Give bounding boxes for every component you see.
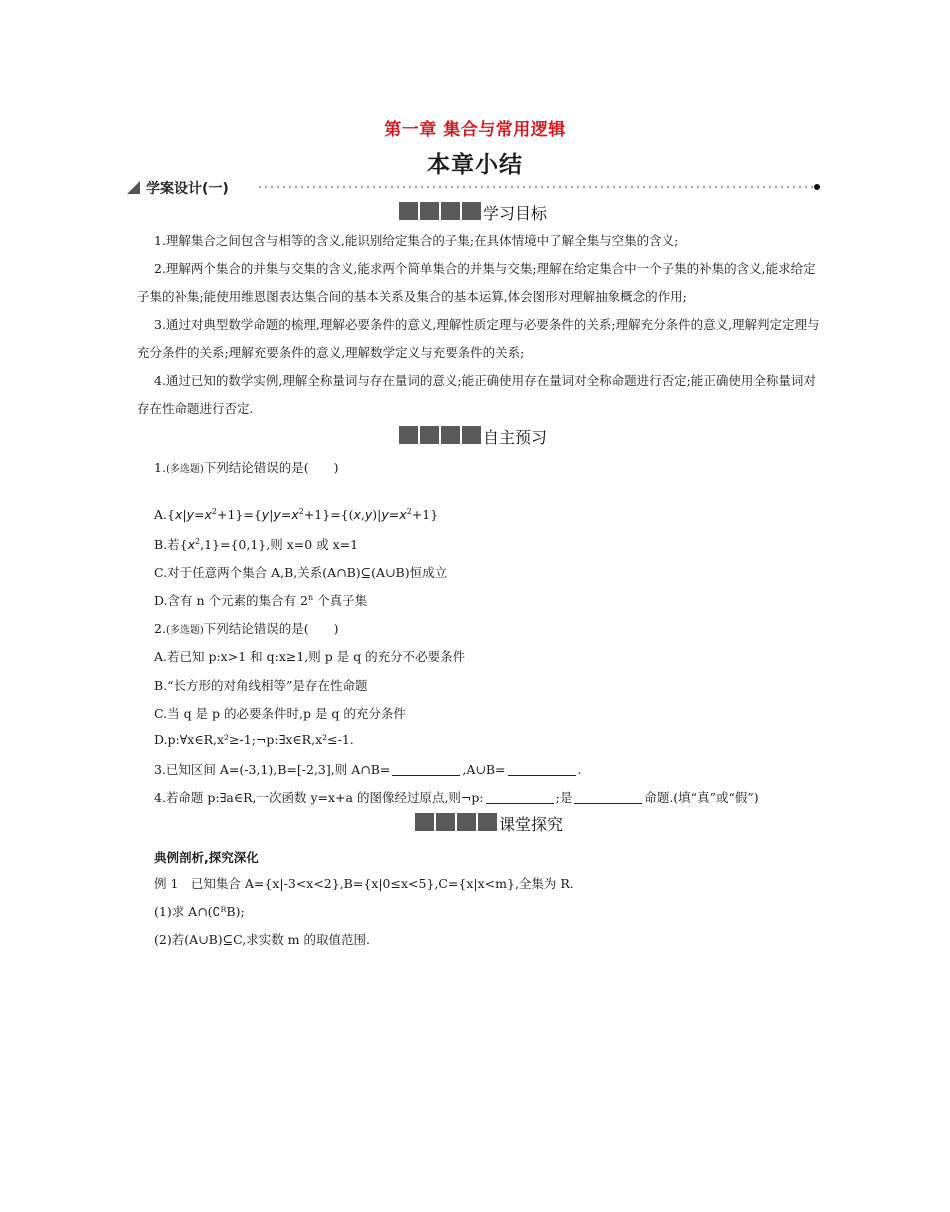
q2-option-c: C.当 q 是 p 的必要条件时,p 是 q 的充分条件	[154, 706, 406, 721]
goal-2: 2.理解两个集合的并集与交集的含义,能求两个简单集合的并集与交集;理解在给定集合中一个子集的补集的含义,能求给定子集的补集;能使用维恩图表达集合间的基本关系及集合的基本运算,体会图形对理解抽象概念的作用;	[137, 261, 816, 304]
q1-option-b: B.若$\{x^2,1\}=\{0,1\}$,则 x=0 或 x=1	[154, 536, 359, 552]
goal-1: 1.理解集合之间包含与相等的含义,能识别给定集合的子集;在具体情境中了解全集与空集的含义;	[154, 233, 679, 248]
q4: 4.若命题 p:∃a∈R,一次函数 y=x+a 的图像经过原点,则¬p: ;是 命题.(填“真”或“假”)	[154, 790, 759, 805]
q1-option-c: C.对于任意两个集合 A,B,关系(A∩B)⊆(A∪B)恒成立	[154, 565, 448, 580]
triangle-icon	[127, 181, 140, 194]
q1-option-a: $A.\{x|y=x^2+1\}=\{y|y=x^2+1\}=\{(x,y)|y=x^2+1\}$	[154, 506, 439, 522]
q2-option-a: A.若已知 p:x>1 和 q:x≥1,则 p 是 q 的充分不必要条件	[154, 649, 466, 664]
design-label: 学案设计(一)	[146, 181, 229, 197]
example-1: 例 1 已知集合 A={x|-3<x<2},B={x|0≤x<5},C={x|x<m},全集为 R.	[154, 876, 574, 891]
answer-blank[interactable]	[574, 791, 642, 804]
goal-3: 3.通过对典型数学命题的梳理,理解必要条件的意义,理解性质定理与必要条件的关系;理解充分条件的意义,理解判定定理与充分条件的关系;理解充要条件的意义,理解数学定义与充要条件的关系;	[137, 317, 820, 360]
answer-blank[interactable]	[486, 791, 554, 804]
band-blocks	[415, 813, 499, 831]
example-1-part-1: (1)求 A∩(∁ᴿB);	[154, 904, 245, 919]
explore-heading: 典例剖析,探究深化	[154, 850, 259, 865]
band-explore	[415, 812, 615, 834]
q2-option-b: B.“长方形的对角线相等”是存在性命题	[154, 678, 368, 693]
design-header-bar	[127, 178, 823, 198]
band-goals-label: 学习目标	[483, 204, 548, 223]
dotted-rule	[259, 178, 823, 198]
goal-4: 4.通过已知的数学实例,理解全称量词与存在量词的意义;能正确使用存在量词对全称命题进行否定;能正确使用全称量词对存在性命题进行否定.	[137, 373, 816, 416]
band-preview-label: 自主预习	[483, 428, 548, 447]
band-blocks	[399, 202, 483, 220]
q3: 3.已知区间 A=(-3,1),B=[-2,3],则 A∩B= ,A∪B= .	[154, 762, 582, 777]
q2-option-d: D.p:∀x∈R,x²≥-1;¬p:∃x∈R,x²≤-1.	[154, 732, 354, 747]
q2-stem: 2.(多选题)下列结论错误的是( )	[154, 621, 339, 636]
chapter-title: 第一章 集合与常用逻辑	[384, 120, 566, 140]
q1-stem: 1.(多选题)下列结论错误的是( )	[154, 460, 339, 475]
band-explore-label: 课堂探究	[499, 815, 564, 834]
example-1-part-2: (2)若(A∪B)⊆C,求实数 m 的取值范围.	[154, 932, 370, 947]
answer-blank[interactable]	[392, 763, 460, 776]
band-preview	[399, 425, 599, 447]
q1-option-d: D.含有 n 个元素的集合有 2$^n$ 个真子集	[154, 592, 368, 608]
section-title: 本章小结	[427, 151, 523, 178]
answer-blank[interactable]	[508, 763, 576, 776]
band-goals	[399, 201, 599, 223]
band-blocks	[399, 426, 483, 444]
rule-end-dot-icon	[814, 184, 820, 190]
